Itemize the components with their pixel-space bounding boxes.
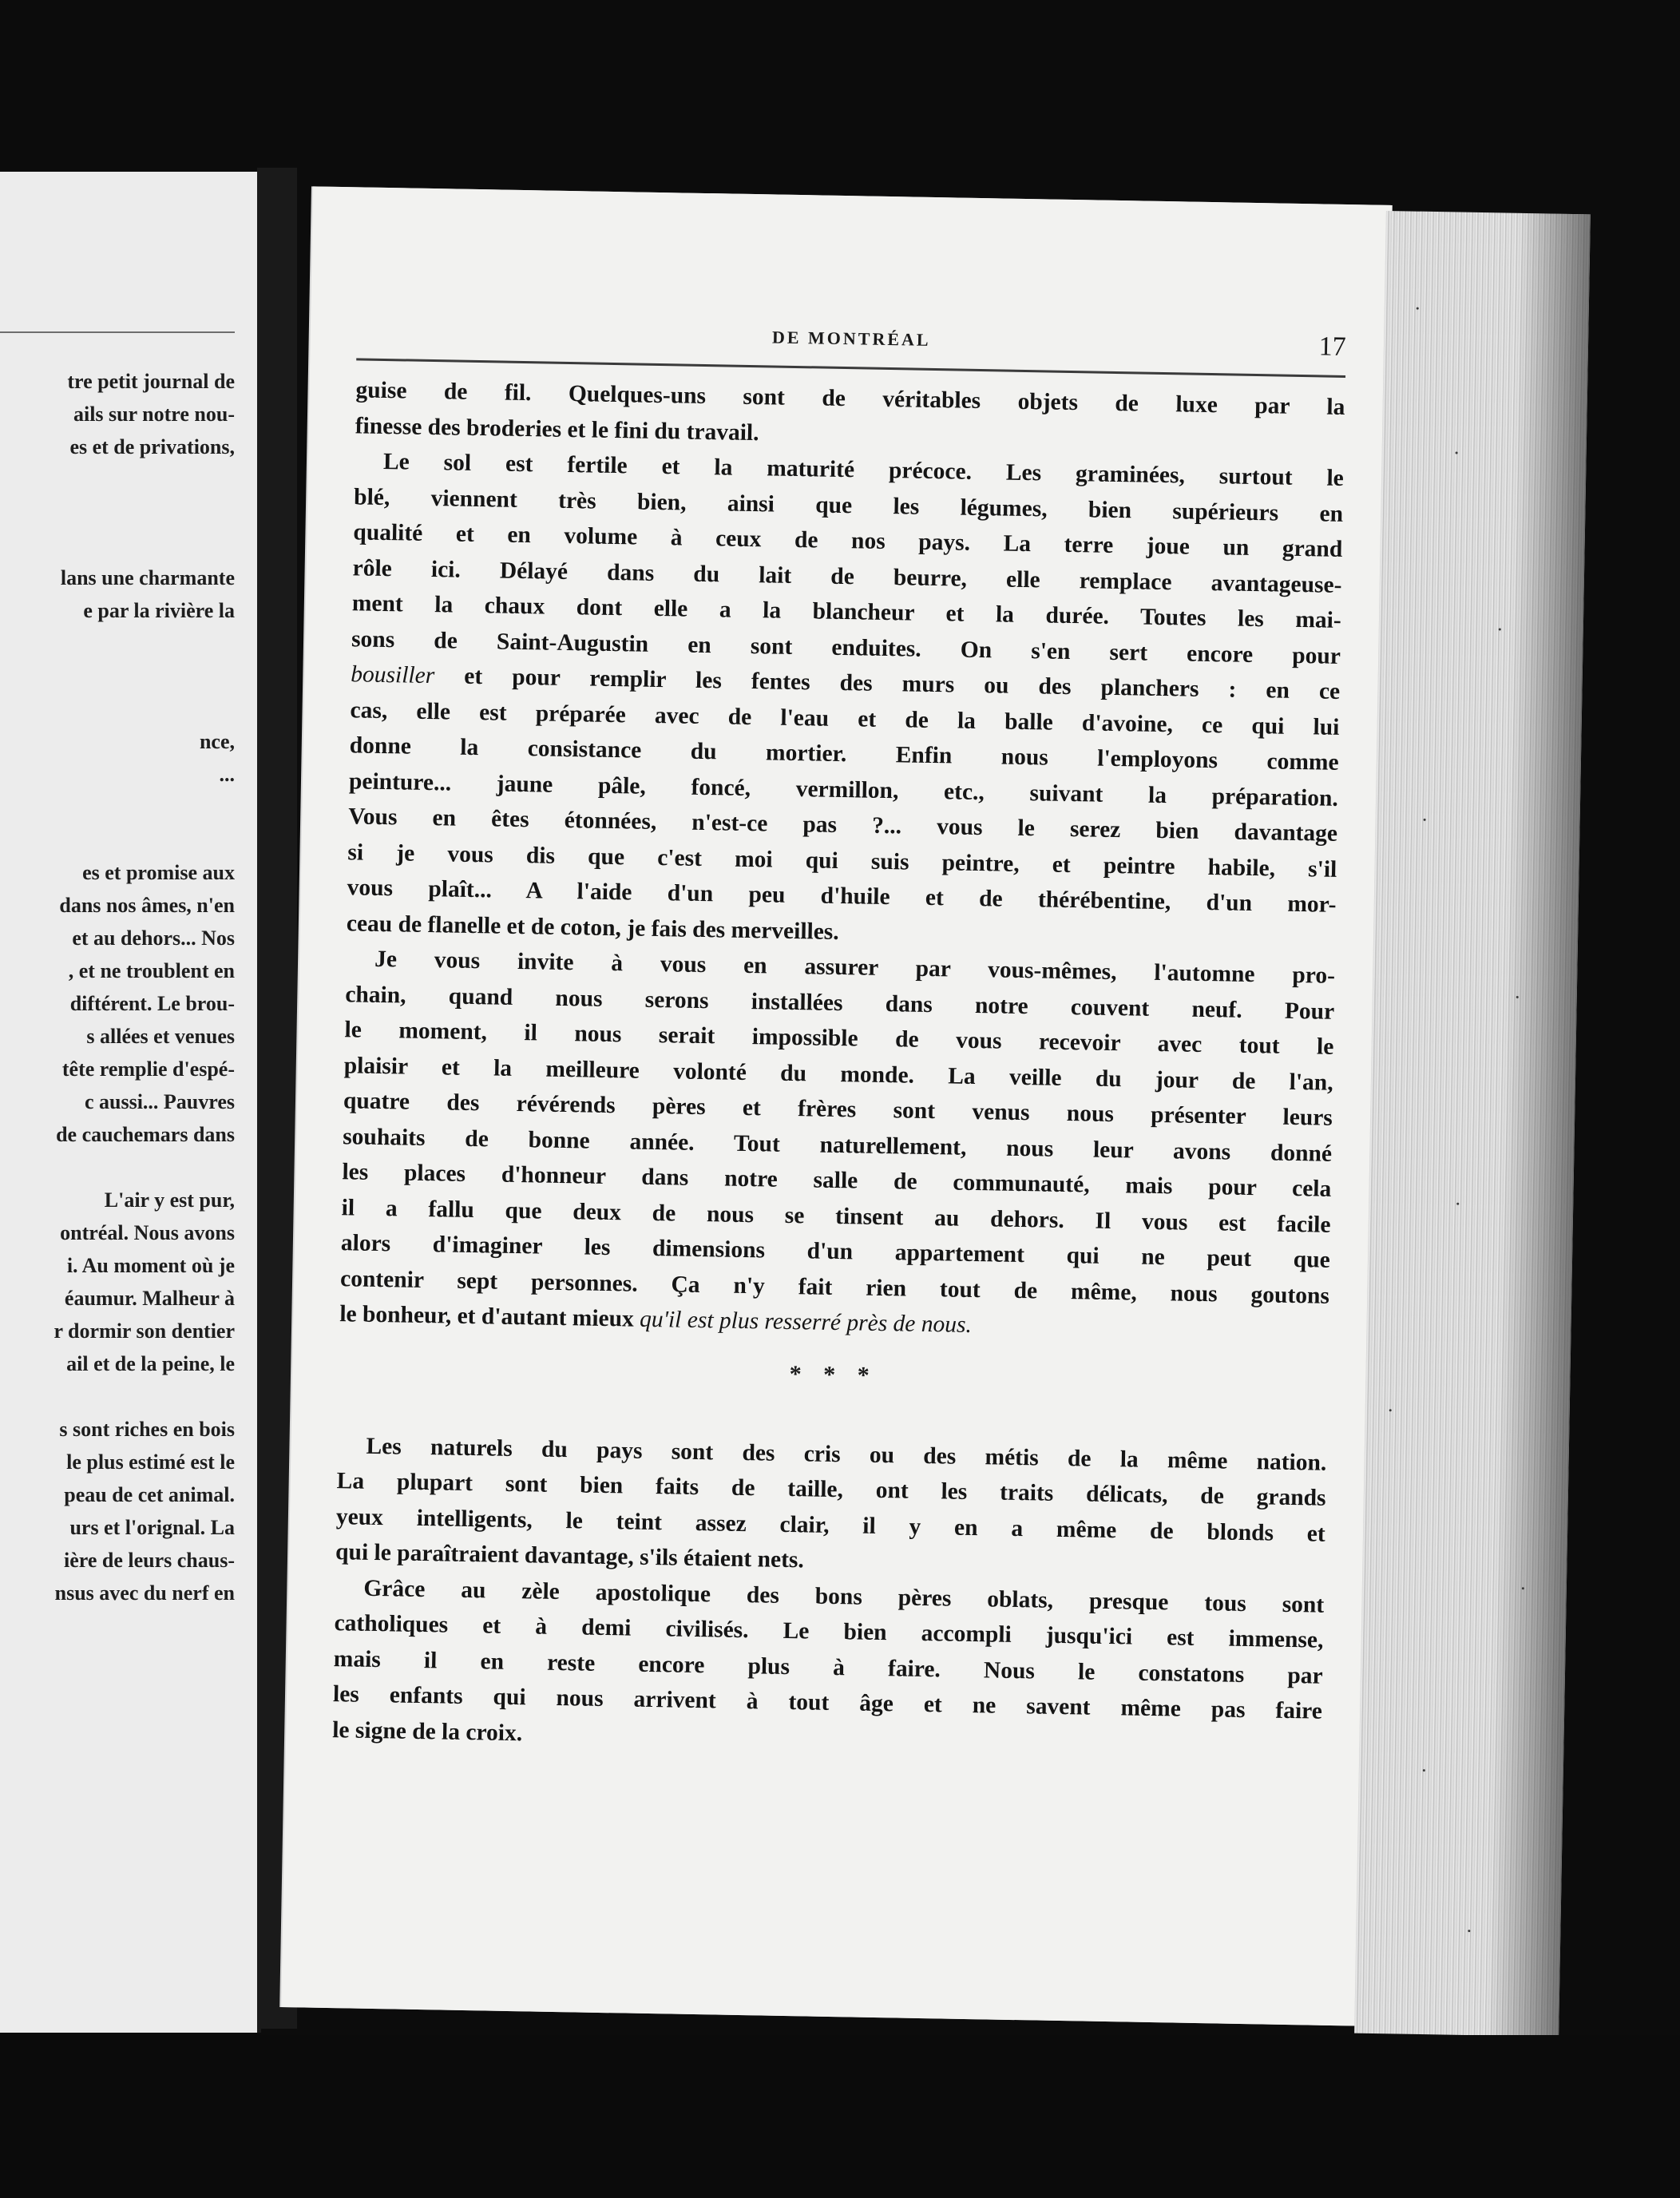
text-line: mais il en reste encore plus à faire. Nous le constatons par [333,1645,1323,1689]
left-line: ... [219,763,235,786]
text-line: ment la chaux dont elle a la blancheur et la durée. Toutes les mai- [351,590,1341,633]
left-page-text [0,365,235,1609]
text-line: qui le paraîtraient davantage, s'ils étaient nets. [335,1539,805,1573]
speck [1456,451,1458,454]
left-facing-page [0,172,261,2033]
text-line: vous plaît... A l'aide d'un peu d'huile et de thérébentine, d'un mor- [347,875,1337,918]
text-line: Les naturels du pays sont des cris ou des métis de la même nation. [366,1433,1327,1476]
left-line: nce, [199,730,235,753]
text-segment: le bonheur, et d'autant mieux [339,1301,635,1332]
left-line: éaumur. Malheur à [64,1287,235,1310]
text-line: le signe de la croix. [332,1716,523,1746]
italic-phrase: qu'il est plus resserré près de nous. [639,1306,973,1338]
speck [1522,1587,1524,1589]
speck [1417,307,1419,310]
speck [1424,819,1426,821]
text-line: qualité et en volume à ceux de nos pays. La terre joue un grand [353,519,1343,562]
scan-background-bottom [0,2035,1680,2198]
page-number: 17 [1318,331,1347,362]
left-line: tre petit journal de [67,370,235,393]
text-line: alors d'imaginer les dimensions d'un appartement qui ne peut que [340,1230,1331,1273]
text-line: sons de Saint-Augustin en sont enduites. On s'en sert encore pour [351,625,1341,669]
left-line: peau de cet animal. [64,1483,235,1506]
speck [1468,1930,1470,1932]
left-line: ails sur notre nou- [73,403,235,426]
section-separator [338,1332,1329,1446]
speck [1389,1409,1392,1411]
left-line: r dormir son dentier [53,1319,235,1343]
left-line: e par la rivière la [83,599,235,622]
left-line: de cauchemars dans [56,1123,235,1146]
right-page [281,186,1393,2025]
asterism: * * * [789,1360,878,1389]
text-line: cas, elle est préparée avec de l'eau et de la balle d'avoine, ce qui lui [350,696,1340,740]
page-body [332,372,1345,1764]
text-line: Vous en êtes étonnées, n'est-ce pas ?... vous le serez bien davantage [347,803,1338,847]
book-fore-edge [1354,211,1591,2037]
text-line: catholiques et à demi civilisés. Le bien accompli jusqu'ici est immense, [334,1610,1324,1653]
text-line: les enfants qui nous arrivent à tout âge et ne savent même pas faire [332,1681,1323,1724]
fore-edge-shadow [1487,213,1591,2037]
left-line: le plus estimé est le [66,1450,235,1474]
text-line: Grâce au zèle apostolique des bons pères oblats, presque tous sont [363,1575,1325,1618]
left-line: lans une charmante [60,566,235,589]
left-line: nsus avec du nerf en [54,1581,235,1605]
text-line: donne la consistance du mortier. Enfin nous l'employons comme [349,732,1339,776]
left-line: ontréal. Nous avons [60,1221,235,1244]
left-line: ail et de la peine, le [66,1352,235,1375]
text-line: ceau de flanelle et de coton, je fais des merveilles. [346,910,839,945]
text-segment: et pour remplir les fentes des murs ou des planchers : en ce [464,663,1341,704]
left-line: es et promise aux [82,861,235,884]
text-line: peinture... jaune pâle, foncé, vermillon, etc., suivant la préparation. [348,768,1339,811]
text-line: finesse des broderies et le fini du travail. [355,412,759,446]
left-header-rule [0,331,235,333]
left-line: dans nos âmes, n'en [59,894,235,917]
left-line: es et de privations, [69,435,235,458]
text-line: le moment, il nous serait impossible de vous recevoir avec tout le [344,1017,1334,1060]
left-line: i. Au moment où je [66,1254,235,1277]
text-line: La plupart sont bien faits de taille, ont les traits délicats, de grands [336,1468,1326,1511]
left-line: s allées et venues [86,1025,235,1048]
text-line: plaisir et la meilleure volonté du monde. La veille du jour de l'an, [343,1052,1333,1096]
text-line: rôle ici. Délayé dans du lait de beurre, elle remplace avantageuse- [352,554,1342,598]
speck [1499,628,1501,630]
text-line: si je vous dis que c'est moi qui suis peintre, et peintre habile, s'il [347,839,1337,883]
left-line: diftérent. Le brou- [69,992,235,1015]
left-line: et au dehors... Nos [72,926,235,950]
left-line: , et ne troublent en [68,959,235,982]
text-line: Je vous invite à vous en assurer par vous-mêmes, l'automne pro- [374,946,1336,989]
text-line: Le sol est fertile et la maturité précoce. Les graminées, surtout le [382,448,1345,491]
speck [1456,1203,1459,1205]
text-line: les places d'honneur dans notre salle de communauté, mais pour cela [342,1159,1332,1202]
text-line: souhaits de bonne année. Tout naturellement, nous leur avons donné [342,1123,1333,1167]
running-head: DE MONTRÉAL [771,327,931,350]
text-line: blé, viennent très bien, ainsi que les légumes, bien supérieurs en [353,483,1344,527]
italic-word: bousiller [351,661,435,689]
text-line: quatre des révérends pères et frères sont venus nous présenter leurs [343,1088,1333,1131]
left-line: c aussi... Pauvres [84,1090,235,1113]
left-line: tête remplie d'espé- [61,1057,235,1081]
left-line: L'air y est pur, [104,1188,235,1212]
left-line: urs et l'orignal. La [69,1516,235,1539]
left-line: s sont riches en bois [59,1418,235,1441]
text-line: il a fallu que deux de nous se tinsent au dehors. Il vous est facile [341,1194,1331,1238]
speck [1516,996,1519,998]
speck [1423,1769,1425,1771]
text-line: guise de fil. Quelques-uns sont de véritables objets de luxe par la [355,377,1345,420]
left-line: ière de leurs chaus- [64,1549,235,1572]
text-line: chain, quand nous serons installées dans notre couvent neuf. Pour [345,981,1335,1025]
text-line: contenir sept personnes. Ça n'y fait rien tout de même, nous goutons [339,1265,1330,1309]
text-line: yeux intelligents, le teint assez clair, il y en a même de blonds et [335,1503,1326,1547]
